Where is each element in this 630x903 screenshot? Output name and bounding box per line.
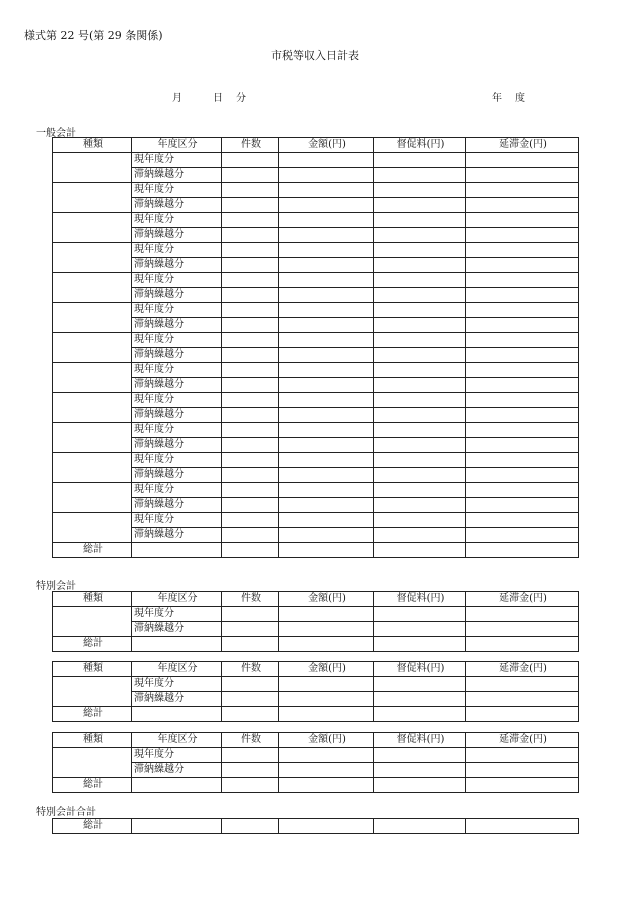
- current-year-label: 現年度分: [132, 363, 222, 378]
- value-cell: [279, 498, 374, 513]
- table-header-row: [53, 662, 579, 677]
- type-cell: [53, 273, 132, 303]
- value-cell: [466, 243, 579, 258]
- table-row: [53, 168, 579, 183]
- header-type: 種類: [53, 662, 132, 677]
- value-cell: [222, 153, 279, 168]
- total-label: 総計: [53, 707, 132, 722]
- total-label: 総計: [53, 819, 132, 834]
- header-fiscal-division: 年度区分: [132, 138, 222, 153]
- total-row: [53, 778, 579, 793]
- table-header-row: [53, 592, 579, 607]
- value-cell: [279, 213, 374, 228]
- header-late-charge: 延滞金(円): [466, 662, 579, 677]
- value-cell: [466, 543, 579, 558]
- current-year-label: 現年度分: [132, 273, 222, 288]
- value-cell: [279, 258, 374, 273]
- value-cell: [466, 198, 579, 213]
- value-cell: [222, 303, 279, 318]
- value-cell: [279, 513, 374, 528]
- type-cell: [53, 303, 132, 333]
- total-row: [53, 707, 579, 722]
- header-count: 件数: [222, 592, 279, 607]
- arrears-label: 滞納繰越分: [132, 408, 222, 423]
- value-cell: [279, 819, 374, 834]
- header-type: 種類: [53, 138, 132, 153]
- type-cell: [53, 243, 132, 273]
- value-cell: [466, 183, 579, 198]
- general-account-table: [52, 137, 579, 558]
- value-cell: [466, 258, 579, 273]
- current-year-label: 現年度分: [132, 453, 222, 468]
- value-cell: [466, 819, 579, 834]
- header-count: 件数: [222, 733, 279, 748]
- total-label: 総計: [53, 637, 132, 652]
- arrears-label: 滞納繰越分: [132, 438, 222, 453]
- value-cell: [279, 438, 374, 453]
- value-cell: [466, 778, 579, 793]
- value-cell: [466, 692, 579, 707]
- value-cell: [374, 438, 466, 453]
- type-cell: [53, 748, 132, 778]
- value-cell: [222, 778, 279, 793]
- current-year-label: 現年度分: [132, 423, 222, 438]
- arrears-label: 滞納繰越分: [132, 468, 222, 483]
- value-cell: [279, 363, 374, 378]
- value-cell: [279, 288, 374, 303]
- type-cell: [53, 393, 132, 423]
- value-cell: [374, 819, 466, 834]
- value-cell: [222, 607, 279, 622]
- value-cell: [279, 228, 374, 243]
- value-cell: [374, 243, 466, 258]
- value-cell: [279, 333, 374, 348]
- value-cell: [374, 622, 466, 637]
- table-row: [53, 243, 579, 258]
- table-row: [53, 288, 579, 303]
- value-cell: [222, 363, 279, 378]
- date-bun: 分: [236, 93, 246, 104]
- date-month: 月: [172, 93, 182, 104]
- value-cell: [222, 622, 279, 637]
- value-cell: [374, 692, 466, 707]
- value-cell: [279, 408, 374, 423]
- value-cell: [466, 288, 579, 303]
- value-cell: [222, 692, 279, 707]
- header-reminder-fee: 督促料(円): [374, 592, 466, 607]
- header-reminder-fee: 督促料(円): [374, 733, 466, 748]
- value-cell: [132, 707, 222, 722]
- special-account-table: [52, 661, 579, 722]
- total-label: 総計: [53, 543, 132, 558]
- header-type: 種類: [53, 733, 132, 748]
- value-cell: [466, 707, 579, 722]
- value-cell: [222, 378, 279, 393]
- table-row: [53, 393, 579, 408]
- value-cell: [222, 513, 279, 528]
- value-cell: [279, 318, 374, 333]
- value-cell: [374, 707, 466, 722]
- value-cell: [466, 168, 579, 183]
- value-cell: [222, 258, 279, 273]
- value-cell: [374, 183, 466, 198]
- table-row: [53, 213, 579, 228]
- value-cell: [374, 408, 466, 423]
- special-total-label: 特別会計合計: [36, 807, 96, 818]
- value-cell: [279, 763, 374, 778]
- value-cell: [466, 153, 579, 168]
- type-cell: [53, 677, 132, 707]
- header-count: 件数: [222, 662, 279, 677]
- value-cell: [222, 213, 279, 228]
- value-cell: [374, 288, 466, 303]
- value-cell: [279, 483, 374, 498]
- value-cell: [222, 288, 279, 303]
- value-cell: [466, 363, 579, 378]
- value-cell: [374, 198, 466, 213]
- value-cell: [374, 333, 466, 348]
- header-type: 種類: [53, 592, 132, 607]
- value-cell: [222, 228, 279, 243]
- total-row: [53, 819, 579, 834]
- value-cell: [466, 228, 579, 243]
- table-row: [53, 153, 579, 168]
- header-amount: 金額(円): [279, 138, 374, 153]
- special-total-table: [52, 818, 579, 834]
- value-cell: [374, 778, 466, 793]
- value-cell: [279, 153, 374, 168]
- value-cell: [466, 318, 579, 333]
- current-year-label: 現年度分: [132, 513, 222, 528]
- header-amount: 金額(円): [279, 592, 374, 607]
- current-year-label: 現年度分: [132, 393, 222, 408]
- date-year: 年: [492, 93, 502, 104]
- table-row: [53, 363, 579, 378]
- table-row: [53, 498, 579, 513]
- value-cell: [222, 168, 279, 183]
- special-account-label: 特別会計: [36, 581, 76, 592]
- value-cell: [279, 528, 374, 543]
- table-row: [53, 258, 579, 273]
- value-cell: [466, 607, 579, 622]
- table-row: [53, 303, 579, 318]
- value-cell: [222, 453, 279, 468]
- value-cell: [374, 498, 466, 513]
- value-cell: [374, 453, 466, 468]
- arrears-label: 滞納繰越分: [132, 622, 222, 637]
- table-row: [53, 378, 579, 393]
- table-row: [53, 748, 579, 763]
- value-cell: [222, 707, 279, 722]
- current-year-label: 現年度分: [132, 183, 222, 198]
- current-year-label: 現年度分: [132, 153, 222, 168]
- value-cell: [222, 498, 279, 513]
- value-cell: [466, 453, 579, 468]
- value-cell: [279, 607, 374, 622]
- value-cell: [132, 778, 222, 793]
- value-cell: [279, 677, 374, 692]
- table-row: [53, 348, 579, 363]
- value-cell: [222, 408, 279, 423]
- table-row: [53, 438, 579, 453]
- table-row: [53, 423, 579, 438]
- value-cell: [222, 438, 279, 453]
- value-cell: [466, 333, 579, 348]
- type-cell: [53, 483, 132, 513]
- value-cell: [222, 819, 279, 834]
- value-cell: [279, 543, 374, 558]
- header-amount: 金額(円): [279, 662, 374, 677]
- table-header-row: [53, 733, 579, 748]
- arrears-label: 滞納繰越分: [132, 198, 222, 213]
- table-row: [53, 622, 579, 637]
- value-cell: [466, 393, 579, 408]
- table-row: [53, 468, 579, 483]
- type-cell: [53, 453, 132, 483]
- value-cell: [466, 622, 579, 637]
- type-cell: [53, 333, 132, 363]
- arrears-label: 滞納繰越分: [132, 318, 222, 333]
- arrears-label: 滞納繰越分: [132, 228, 222, 243]
- type-cell: [53, 363, 132, 393]
- value-cell: [466, 348, 579, 363]
- value-cell: [279, 453, 374, 468]
- value-cell: [279, 198, 374, 213]
- value-cell: [222, 243, 279, 258]
- table-row: [53, 273, 579, 288]
- value-cell: [466, 528, 579, 543]
- value-cell: [374, 348, 466, 363]
- type-cell: [53, 213, 132, 243]
- value-cell: [132, 543, 222, 558]
- table-row: [53, 408, 579, 423]
- value-cell: [374, 168, 466, 183]
- value-cell: [466, 438, 579, 453]
- value-cell: [374, 748, 466, 763]
- table-row: [53, 228, 579, 243]
- value-cell: [374, 763, 466, 778]
- table-row: [53, 692, 579, 707]
- value-cell: [222, 423, 279, 438]
- value-cell: [374, 303, 466, 318]
- table-row: [53, 607, 579, 622]
- value-cell: [279, 778, 374, 793]
- arrears-label: 滞納繰越分: [132, 528, 222, 543]
- table-row: [53, 198, 579, 213]
- type-cell: [53, 607, 132, 637]
- table-row: [53, 183, 579, 198]
- value-cell: [222, 483, 279, 498]
- value-cell: [374, 258, 466, 273]
- value-cell: [222, 637, 279, 652]
- value-cell: [374, 543, 466, 558]
- special-account-table: [52, 732, 579, 793]
- value-cell: [466, 748, 579, 763]
- current-year-label: 現年度分: [132, 607, 222, 622]
- date-day: 日: [213, 93, 223, 104]
- type-cell: [53, 423, 132, 453]
- general-account-label: 一般会計: [36, 128, 76, 139]
- value-cell: [466, 273, 579, 288]
- value-cell: [466, 483, 579, 498]
- value-cell: [222, 183, 279, 198]
- table-row: [53, 453, 579, 468]
- type-cell: [53, 183, 132, 213]
- total-label: 総計: [53, 778, 132, 793]
- header-fiscal-division: 年度区分: [132, 662, 222, 677]
- value-cell: [222, 543, 279, 558]
- value-cell: [279, 692, 374, 707]
- value-cell: [279, 707, 374, 722]
- value-cell: [374, 423, 466, 438]
- table-row: [53, 677, 579, 692]
- value-cell: [132, 637, 222, 652]
- value-cell: [222, 748, 279, 763]
- current-year-label: 現年度分: [132, 677, 222, 692]
- arrears-label: 滞納繰越分: [132, 348, 222, 363]
- value-cell: [279, 243, 374, 258]
- table-row: [53, 528, 579, 543]
- value-cell: [279, 273, 374, 288]
- table-row: [53, 333, 579, 348]
- value-cell: [374, 273, 466, 288]
- value-cell: [466, 637, 579, 652]
- table-row: [53, 483, 579, 498]
- current-year-label: 現年度分: [132, 213, 222, 228]
- header-late-charge: 延滞金(円): [466, 733, 579, 748]
- header-fiscal-division: 年度区分: [132, 733, 222, 748]
- header-fiscal-division: 年度区分: [132, 592, 222, 607]
- value-cell: [279, 168, 374, 183]
- current-year-label: 現年度分: [132, 303, 222, 318]
- form-number: 様式第 22 号(第 29 条関係): [24, 29, 163, 42]
- value-cell: [374, 483, 466, 498]
- value-cell: [466, 213, 579, 228]
- arrears-label: 滞納繰越分: [132, 378, 222, 393]
- value-cell: [374, 468, 466, 483]
- arrears-label: 滞納繰越分: [132, 692, 222, 707]
- value-cell: [374, 318, 466, 333]
- header-reminder-fee: 督促料(円): [374, 662, 466, 677]
- header-count: 件数: [222, 138, 279, 153]
- arrears-label: 滞納繰越分: [132, 168, 222, 183]
- arrears-label: 滞納繰越分: [132, 258, 222, 273]
- table-row: [53, 513, 579, 528]
- value-cell: [374, 393, 466, 408]
- value-cell: [374, 528, 466, 543]
- value-cell: [466, 498, 579, 513]
- current-year-label: 現年度分: [132, 483, 222, 498]
- value-cell: [279, 183, 374, 198]
- value-cell: [222, 348, 279, 363]
- total-row: [53, 543, 579, 558]
- value-cell: [222, 318, 279, 333]
- current-year-label: 現年度分: [132, 333, 222, 348]
- value-cell: [466, 677, 579, 692]
- value-cell: [279, 637, 374, 652]
- value-cell: [374, 153, 466, 168]
- total-row: [53, 637, 579, 652]
- value-cell: [222, 393, 279, 408]
- value-cell: [279, 393, 374, 408]
- current-year-label: 現年度分: [132, 243, 222, 258]
- value-cell: [279, 748, 374, 763]
- current-year-label: 現年度分: [132, 748, 222, 763]
- header-reminder-fee: 督促料(円): [374, 138, 466, 153]
- header-amount: 金額(円): [279, 733, 374, 748]
- value-cell: [466, 303, 579, 318]
- value-cell: [222, 198, 279, 213]
- value-cell: [279, 622, 374, 637]
- date-fiscal: 度: [515, 93, 525, 104]
- value-cell: [222, 763, 279, 778]
- value-cell: [466, 378, 579, 393]
- special-account-table: [52, 591, 579, 652]
- value-cell: [132, 819, 222, 834]
- arrears-label: 滞納繰越分: [132, 763, 222, 778]
- value-cell: [466, 423, 579, 438]
- value-cell: [374, 677, 466, 692]
- value-cell: [222, 677, 279, 692]
- type-cell: [53, 153, 132, 183]
- value-cell: [222, 468, 279, 483]
- value-cell: [222, 333, 279, 348]
- value-cell: [374, 213, 466, 228]
- table-row: [53, 318, 579, 333]
- value-cell: [222, 528, 279, 543]
- value-cell: [279, 468, 374, 483]
- value-cell: [374, 363, 466, 378]
- value-cell: [279, 303, 374, 318]
- value-cell: [466, 468, 579, 483]
- value-cell: [279, 348, 374, 363]
- table-row: [53, 763, 579, 778]
- table-header-row: [53, 138, 579, 153]
- value-cell: [374, 513, 466, 528]
- value-cell: [279, 378, 374, 393]
- value-cell: [466, 408, 579, 423]
- value-cell: [374, 378, 466, 393]
- header-late-charge: 延滞金(円): [466, 592, 579, 607]
- type-cell: [53, 513, 132, 543]
- value-cell: [466, 763, 579, 778]
- value-cell: [466, 513, 579, 528]
- value-cell: [374, 607, 466, 622]
- value-cell: [374, 637, 466, 652]
- document-title: 市税等収入日計表: [271, 49, 359, 62]
- value-cell: [279, 423, 374, 438]
- value-cell: [374, 228, 466, 243]
- arrears-label: 滞納繰越分: [132, 288, 222, 303]
- header-late-charge: 延滞金(円): [466, 138, 579, 153]
- value-cell: [222, 273, 279, 288]
- arrears-label: 滞納繰越分: [132, 498, 222, 513]
